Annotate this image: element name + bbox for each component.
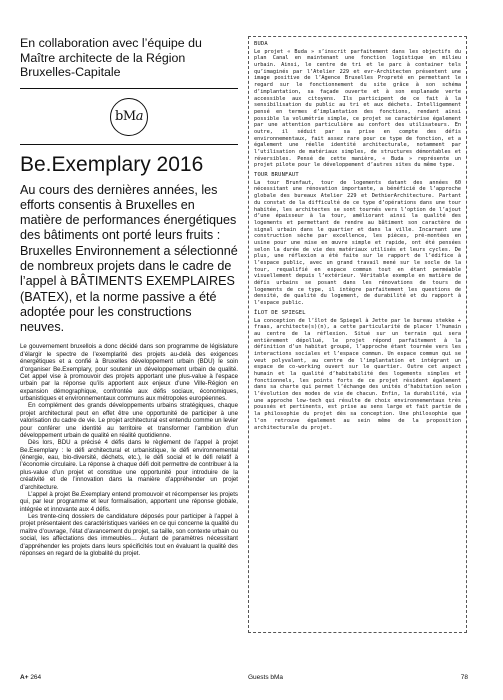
logo-letter-a: a	[135, 109, 143, 124]
body-paragraph: L’appel à projet Be.Exemplary entend promouvoir et récompenser les projets qui, par leur programme et leur formalisation, apportent une réponse globale, intégrée et innovante aux 4 défis.	[20, 490, 238, 513]
body-text	[20, 343, 238, 557]
project-heading-buda: BUDA	[254, 41, 268, 47]
project-heading-tour-brunfaut: TOUR BRUNFAUT	[254, 172, 299, 179]
project-text-tour-brunfaut: La tour Brunfaut, tour de logements datant des années 60 nécessitant une rénovation importante, a bénéficié de l’approche globale des bureaux Atelier 229 et DethierArchitecture. Partant du constat de la difficulté de ce type d’opérations dans une tour habitée, les architectes se sont tournés vers l’option de l’ajout d’une épaisseur à la tour, améliorant ainsi la qualité des logements et permettant de rendre au bâtiment son caractère de signal urbain dans le quartier et dans la ville. Incarnant une construction sèche par excellence, les pièces, pré-montées en usine pour une mise en œuvre simple et rapide, ont été pensées selon la durée de vie des matériaux utilisés et leurs cycles. De plus, une réflexion a été faite sur le rapport de l’édifice à l’espace public, avec un grand travail mené sur le socle de la tour, requalifié en espace commun tout en étant perméable visuellement depuis l’extérieur. Véritable exemple en matière de défis urbains se posant dans les rénovations de tours de logements de ce type, il intègre parfaitement les questions de densité, de qualité du logement, de durabilité et du rapport à l’espace public.	[254, 179, 461, 307]
article-title: Be.Exemplary 2016	[20, 152, 204, 176]
project-text-buda: Le projet « Buda » s’inscrit parfaitement dans les objectifs du plan Canal en maintenant une fonction logistique en milieu urbain. Ainsi, le centre de tri et le parc à container tels qu’imaginés par l’Atelier 229 et evr-Architecten présentent une image positive de l’Agence Bruxelles Propreté en permettant le regard sur le fonctionnement du site grâce à son schéma d’implantation, sa façade ouverte et à son esplanade verte accessible aux citoyens. Ils participent de ce fait à la sensibilisation du public au tri et aux déchets. Intelligemment pensé en termes d’implantation des fonctions, rendant ainsi possible la volumétrie simple, ce projet se caractérise également par une attention particulière au confort des utilisateurs. En outre, il séduit par sa prise en compte des défis environnementaux, fait assez rare pour ce type de fonction, et a également une réelle identité architecturale, notamment par l’utilisation de matériaux simples, de structures démontables et réversibles. Pensé de cette manière, « Buda » représente un projet pilote pour le développement d’autres sites du même type.	[254, 48, 461, 169]
magazine-issue	[20, 673, 41, 683]
logo-letter-b: b	[115, 109, 123, 124]
left-column	[20, 36, 238, 557]
section-label: Guests bMa	[248, 674, 284, 681]
divider	[20, 144, 238, 145]
body-paragraph: Le gouvernement bruxellois a donc décidé dans son programme de législature d’élargir le spectre de l’exemplarité des projets au-delà des exigences énergétiques et a confié à Bruxelles développement urbain (BDU) le soin d’organiser Be.Exemplary, pour soutenir un développement urbain de qualité. Cet appel vise à promouvoir des projets apportant une plus-value à l’espace urbain par la réponse qu’ils apportent aux enjeux d’une Ville-Région en expansion démographique, confrontée aux défis sociaux, économiques, urbanistiques et environnementaux communs aux métropoles européennes.	[20, 343, 238, 403]
body-paragraph: Les trente-cinq dossiers de candidature déposés pour participer à l’appel à projet présentaient des caractéristiques variées en ce qui concerne la qualité du maître d’ouvrage, l’état d’avancement du projet, sa taille, son contexte urbain ou social, les affectations des immeubles… Autant de paramètres nécessitant d’appréhender les projets dans leurs spécificités tout en évaluant la qualité des réponses en regard de la globalité du projet.	[20, 513, 238, 557]
body-paragraph: En complément des grands développements urbains stratégiques, chaque projet architectural peut en effet être une opportunité de participer à une valorisation du cadre de vie. Le projet architectural est entendu comme un levier pour conférer une identité au territoire et transformer l’ambition d’un développement urbain de qualité en réalité quotidienne.	[20, 402, 238, 439]
project-text-ilot-de-spiegel: La conception de l’îlot de Spiegel à Jette par le bureau stekke + fraas, architecte(s)(n), a cette particularité de placer l’humain au centre de la réflexion. Situé sur un terrain qui sera entièrement dépollué, le projet répond parfaitement à la définition d’un habitat groupé, l’approche étant tournée vers les interactions sociales et l’espace commun. Un espace commun qui se veut polyvalent, au centre de l’implantation et intégrant un espace de co-working ouvert sur le quartier. Outre cet aspect humain et la qualité d’habitabilité des logements simples et fonctionnels, les points forts de ce projet résident également dans sa charte qui permet l’échange des unités d’habitation selon l’évolution des modes de vie de chacun. Enfin, la durabilité, via une approche low-tech qui résulte de choix environnementaux très poussés et pertinents, est prise au sens large et fait partie de la philosophie du projet dès sa conception. Une philosophie que l’on retrouve également au sein même de la proposition architecturale du projet.	[254, 317, 461, 431]
logo-letter-m: M	[122, 109, 136, 124]
magazine-mark: A+	[20, 674, 29, 681]
project-heading-ilot-de-spiegel: ÎLOT DE SPIEGEL	[254, 309, 306, 316]
page-footer	[20, 673, 468, 683]
intro-text: En collaboration avec l’équipe du Maître architecte de la Région Bruxelles-Capitale	[20, 36, 202, 79]
lead-paragraph: Au cours des dernières années, les efforts consentis à Bruxelles en matière de performances énergétiques des bâtiments ont porté leurs fruits : Bruxelles Environnement a sélectionné de nombreux projets dans le cadre de l’appel à BÂTIMENTS EXEMPLAIRES (BATEX), et la norme passive a été adoptée pour les constructions neuves.	[20, 182, 238, 335]
project-sidebar	[248, 36, 467, 633]
divider	[20, 88, 238, 89]
page-number: 78	[460, 674, 468, 681]
body-paragraph: Dès lors, BDU a précisé 4 défis dans le règlement de l’appel à projet Be.Exemplary : le défi architectural et urbanistique, le défi environnemental (énergie, eau, bio-diversité, déchets, etc.), le défi social et le défi relatif à l’économie circulaire. La réponse à chaque défi doit permettre de contribuer à la plus-value d’un projet et constitue une opportunité pour introduire de la créativité et de l’innovation dans la manière d’appréhender un projet d’architecture.	[20, 439, 238, 491]
bma-logo-circle	[110, 98, 148, 136]
bma-logo	[20, 98, 238, 136]
issue-number: 264	[30, 674, 42, 681]
